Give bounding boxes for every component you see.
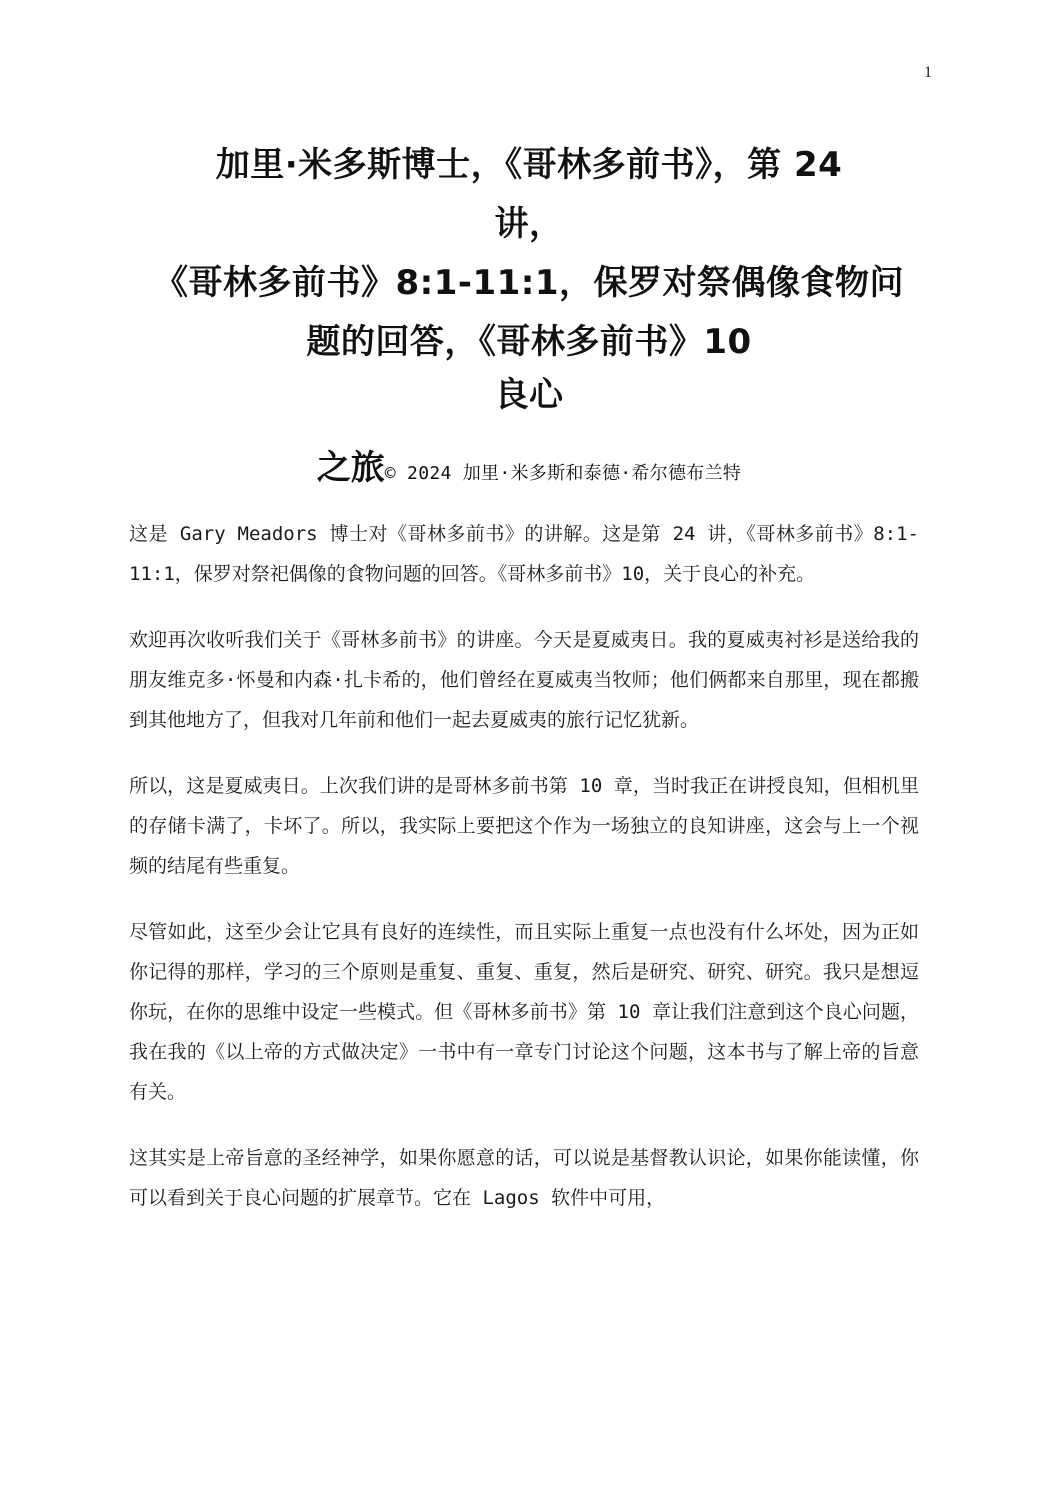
title-line-3: 《哥林多前书》8:1-11:1，保罗对祭偶像食物问 <box>153 263 905 303</box>
subtitle-copyright-line <box>120 440 938 489</box>
copyright-notice: © 2024 加里·米多斯和泰德·希尔德布兰特 <box>384 463 742 484</box>
title-line-5: 良心 <box>494 375 564 415</box>
paragraph-repetition: 尽管如此，这至少会让它具有良好的连续性，而且实际上重复一点也没有什么坏处，因为正如你记得的那样，学习的三个原则是重复、重复、重复，然后是研究、研究、研究。我只是想逗你玩，在你的思维中设定一些模式。但《哥林多前书》第 10 章让我们注意到这个良心问题，我在我的《以上帝的方式做决定》一书中有一章专门讨论这个问题，这本书与了解上帝的旨意有关。 <box>129 921 919 1103</box>
paragraph-hawaii-day: 所以，这是夏威夷日。上次我们讲的是哥林多前书第 10 章，当时我正在讲授良知，但相机里的存储卡满了，卡坏了。所以，我实际上要把这个作为一场独立的良知讲座，这会与上一个视频的结尾有些重复。 <box>129 775 919 877</box>
title-line-4: 题的回答，《哥林多前书》10 <box>306 322 752 362</box>
paragraph-intro: 这是 Gary Meadors 博士对《哥林多前书》的讲解。这是第 24 讲，《哥林多前书》8:1-11:1，保罗对祭祀偶像的食物问题的回答。《哥林多前书》10，关于良心的补充。 <box>129 523 919 585</box>
title-line-1: 加里·米多斯博士，《哥林多前书》，第 24 <box>215 145 843 185</box>
document-title <box>120 134 938 420</box>
title-line-2: 讲， <box>494 204 564 244</box>
subtitle-lead: 之旅 <box>316 448 385 488</box>
document-body <box>129 514 919 1244</box>
paragraph-theology: 这其实是上帝旨意的圣经神学，如果你愿意的话，可以说是基督教认识论，如果你能读懂，你可以看到关于良心问题的扩展章节。它在 Lagos 软件中可用， <box>129 1147 919 1209</box>
page-number: 1 <box>924 64 932 81</box>
paragraph-welcome: 欢迎再次收听我们关于《哥林多前书》的讲座。今天是夏威夷日。我的夏威夷衬衫是送给我的朋友维克多·怀曼和内森·扎卡希的，他们曾经在夏威夷当牧师；他们俩都来自那里，现在都搬到其他地方了，但我对几年前和他们一起去夏威夷的旅行记忆犹新。 <box>129 629 919 731</box>
